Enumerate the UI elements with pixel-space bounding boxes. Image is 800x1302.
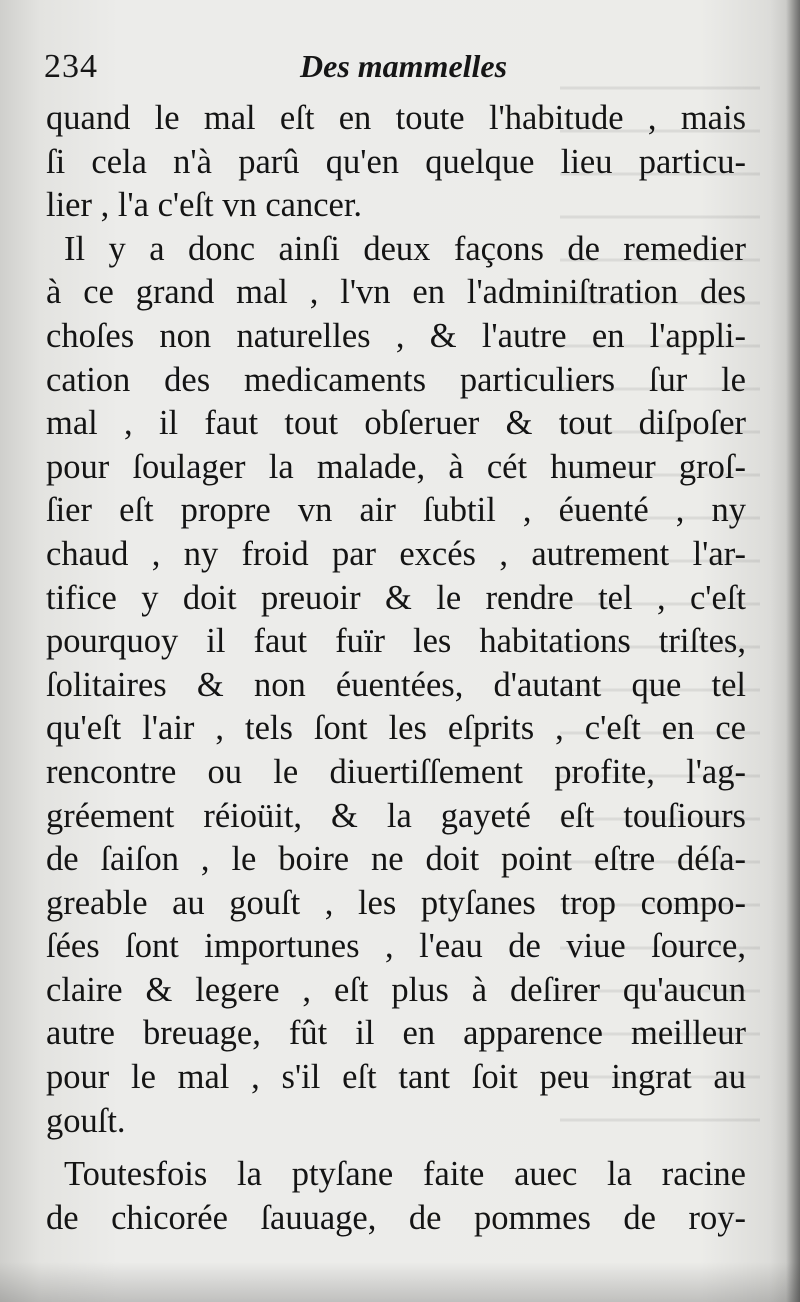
paragraph-gap — [46, 1143, 746, 1153]
text-line: gouſt. — [46, 1101, 126, 1140]
text-line: ſi cela n'à parû qu'en quelque lieu particu- — [46, 142, 746, 181]
page-number: 234 — [44, 48, 98, 85]
text-line: ſier eſt propre vn air ſubtil , éuenté , ny — [46, 491, 746, 530]
text-line: chaud , ny froid par excés , autrement l'ar- — [46, 534, 746, 573]
body-text — [46, 97, 746, 1240]
text-line: autre breuage, fût il en apparence meilleur — [46, 1014, 746, 1053]
page-edge-shadow — [786, 0, 800, 1302]
page-bottom-shadow — [0, 1262, 800, 1302]
text-line: à ce grand mal , l'vn en l'adminiſtration des — [46, 273, 746, 312]
text-line: Il y a donc ainſi deux façons de remedier — [64, 229, 746, 268]
text-line: pour ſoulager la malade, à cét humeur groſ- — [46, 447, 746, 486]
text-line: qu'eſt l'air , tels ſont les eſprits , c'eſt en ce — [46, 709, 746, 748]
text-line: ſées ſont importunes , l'eau de viue ſource, — [46, 927, 746, 966]
text-line: pourquoy il faut fuïr les habitations triſtes, — [46, 622, 746, 661]
text-line: pour le mal , s'il eſt tant ſoit peu ingrat au — [46, 1058, 746, 1097]
text-line: gréement réioüit, & la gayeté eſt touſiours — [46, 796, 746, 835]
text-line: choſes non naturelles , & l'autre en l'appli- — [46, 316, 746, 355]
text-line: tifice y doit preuoir & le rendre tel , c'eſt — [46, 578, 746, 617]
text-line: greable au gouſt , les ptyſanes trop compo- — [46, 883, 746, 922]
text-line: quand le mal eſt en toute l'habitude , mais — [46, 99, 746, 137]
text-line: cation des medicaments particuliers ſur le — [46, 360, 746, 399]
text-line: lier , l'a c'eſt vn cancer. — [46, 186, 363, 225]
text-line: Toutesfois la ptyſane faite auec la racine — [64, 1155, 746, 1194]
text-line: mal , il faut tout obſeruer & tout diſpoſer — [46, 404, 746, 443]
text-line: ſolitaires & non éuentées, d'autant que tel — [46, 665, 746, 704]
text-line: claire & legere , eſt plus à deſirer qu'aucun — [46, 970, 746, 1009]
text-line: de chicorée ſauuage, de pommes de roy- — [46, 1198, 746, 1237]
text-line: de ſaiſon , le boire ne doit point eſtre déſa- — [46, 840, 746, 879]
running-title: Des mammelles — [300, 48, 508, 84]
page-header — [44, 48, 744, 96]
text-line: rencontre ou le diuertiſſement profite, l'ag- — [46, 752, 746, 791]
